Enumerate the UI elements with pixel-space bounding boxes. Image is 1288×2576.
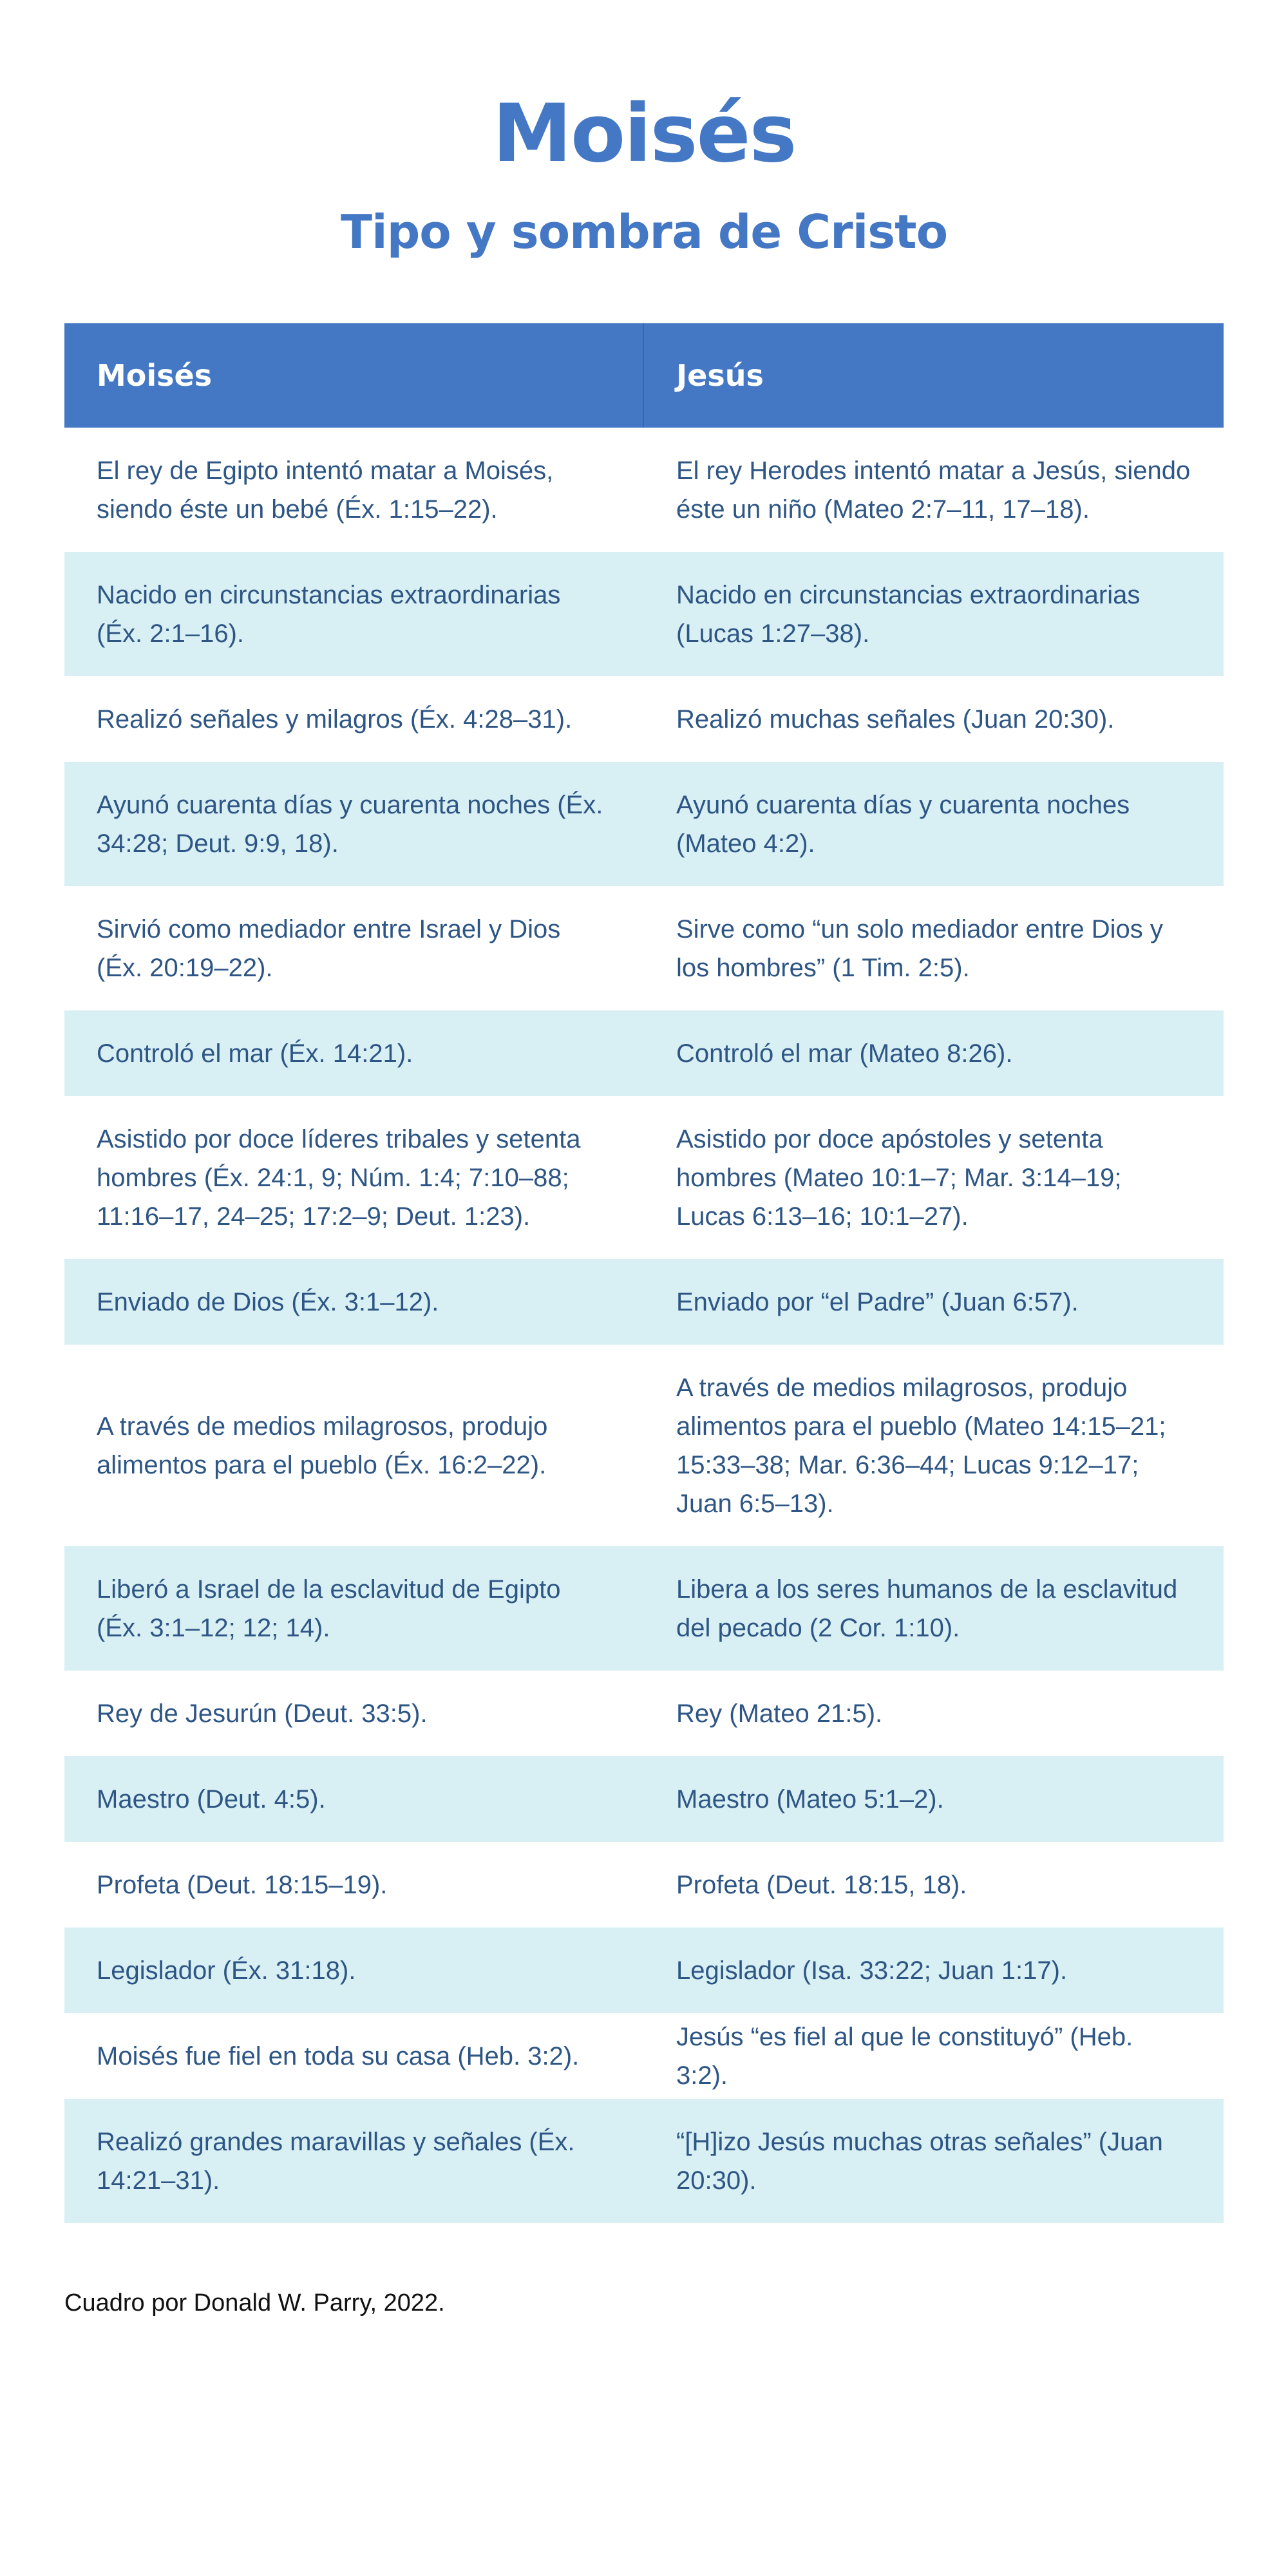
table-header-row <box>64 323 1224 428</box>
jesus-cell: El rey Herodes intentó matar a Jesús, siendo éste un niño (Mateo 2:7–11, 17–18). <box>676 456 1191 524</box>
jesus-cell: “[H]izo Jesús muchas otras señales” (Juan 20:30). <box>676 2127 1163 2195</box>
jesus-cell: A través de medios milagrosos, produjo alimentos para el pueblo (Mateo 14:15–21; 15:33–38; Mar. 6:36–44; Lucas 9:12–17; Juan 6:5–13). <box>676 1373 1166 1518</box>
table-row <box>64 1842 1224 1927</box>
moises-cell: A través de medios milagrosos, produjo alimentos para el pueblo (Éx. 16:2–22). <box>97 1412 548 1479</box>
moises-cell: Legislador (Éx. 31:18). <box>97 1956 356 1985</box>
jesus-cell: Jesús “es fiel al que le constituyó” (Heb. 3:2). <box>676 2022 1133 2090</box>
moises-cell: Realizó señales y milagros (Éx. 4:28–31). <box>97 705 573 734</box>
jesus-cell: Rey (Mateo 21:5). <box>676 1699 883 1728</box>
jesus-cell: Legislador (Isa. 33:22; Juan 1:17). <box>676 1956 1068 1985</box>
moises-cell: Sirvió como mediador entre Israel y Dios (Éx. 20:19–22). <box>97 914 561 982</box>
moises-cell: Maestro (Deut. 4:5). <box>97 1785 326 1814</box>
table-row <box>64 2099 1224 2223</box>
table-row <box>64 2013 1224 2099</box>
moises-cell: Controló el mar (Éx. 14:21). <box>97 1039 413 1068</box>
jesus-cell: Controló el mar (Mateo 8:26). <box>676 1039 1013 1068</box>
moises-cell: Ayunó cuarenta días y cuarenta noches (Éx. 34:28; Deut. 9:9, 18). <box>97 790 603 858</box>
jesus-cell: Enviado por “el Padre” (Juan 6:57). <box>676 1287 1079 1316</box>
table-row <box>64 1671 1224 1756</box>
moises-cell: Profeta (Deut. 18:15–19). <box>97 1870 388 1899</box>
jesus-cell: Ayunó cuarenta días y cuarenta noches (Mateo 4:2). <box>676 790 1130 858</box>
jesus-cell: Maestro (Mateo 5:1–2). <box>676 1785 944 1814</box>
table-row <box>64 552 1224 676</box>
table-row <box>64 1259 1224 1345</box>
moises-cell: Liberó a Israel de la esclavitud de Egipto (Éx. 3:1–12; 12; 14). <box>97 1575 561 1642</box>
table-row <box>64 886 1224 1010</box>
jesus-cell: Profeta (Deut. 18:15, 18). <box>676 1870 967 1899</box>
table-row <box>64 1927 1224 2013</box>
table-row <box>64 1096 1224 1259</box>
credit-line: Cuadro por Donald W. Parry, 2022. <box>64 2289 445 2316</box>
table-row <box>64 676 1224 762</box>
comparison-table <box>64 323 1224 2223</box>
column-header-moises: Moisés <box>64 323 644 428</box>
table-row <box>64 1345 1224 1546</box>
page-title: Moisés <box>492 88 796 180</box>
moises-cell: Realizó grandes maravillas y señales (Éx. 14:21–31). <box>97 2127 575 2195</box>
table-row <box>64 1546 1224 1671</box>
moises-cell: El rey de Egipto intentó matar a Moisés, siendo éste un bebé (Éx. 1:15–22). <box>97 456 554 524</box>
table-row <box>64 762 1224 886</box>
moises-cell: Asistido por doce líderes tribales y setenta hombres (Éx. 24:1, 9; Núm. 1:4; 7:10–88; 11:16–17, 24–25; 17:2–9; Deut. 1:23). <box>97 1124 581 1231</box>
moises-cell: Nacido en circunstancias extraordinarias (Éx. 2:1–16). <box>97 580 561 648</box>
moises-cell: Rey de Jesurún (Deut. 33:5). <box>97 1699 428 1728</box>
jesus-cell: Asistido por doce apóstoles y setenta hombres (Mateo 10:1–7; Mar. 3:14–19; Lucas 6:13–16; 10:1–27). <box>676 1124 1122 1231</box>
table-row <box>64 1756 1224 1842</box>
jesus-cell: Libera a los seres humanos de la esclavitud del pecado (2 Cor. 1:10). <box>676 1575 1178 1642</box>
jesus-cell: Realizó muchas señales (Juan 20:30). <box>676 705 1115 734</box>
page-subtitle: Tipo y sombra de Cristo <box>340 205 948 259</box>
moises-cell: Enviado de Dios (Éx. 3:1–12). <box>97 1287 439 1316</box>
table-row <box>64 428 1224 552</box>
column-header-jesus: Jesús <box>676 358 764 393</box>
jesus-cell: Sirve como “un solo mediador entre Dios y los hombres” (1 Tim. 2:5). <box>676 914 1163 982</box>
moises-cell: Moisés fue fiel en toda su casa (Heb. 3:2). <box>97 2041 580 2070</box>
jesus-cell: Nacido en circunstancias extraordinarias (Lucas 1:27–38). <box>676 580 1141 648</box>
table-row <box>64 1010 1224 1096</box>
